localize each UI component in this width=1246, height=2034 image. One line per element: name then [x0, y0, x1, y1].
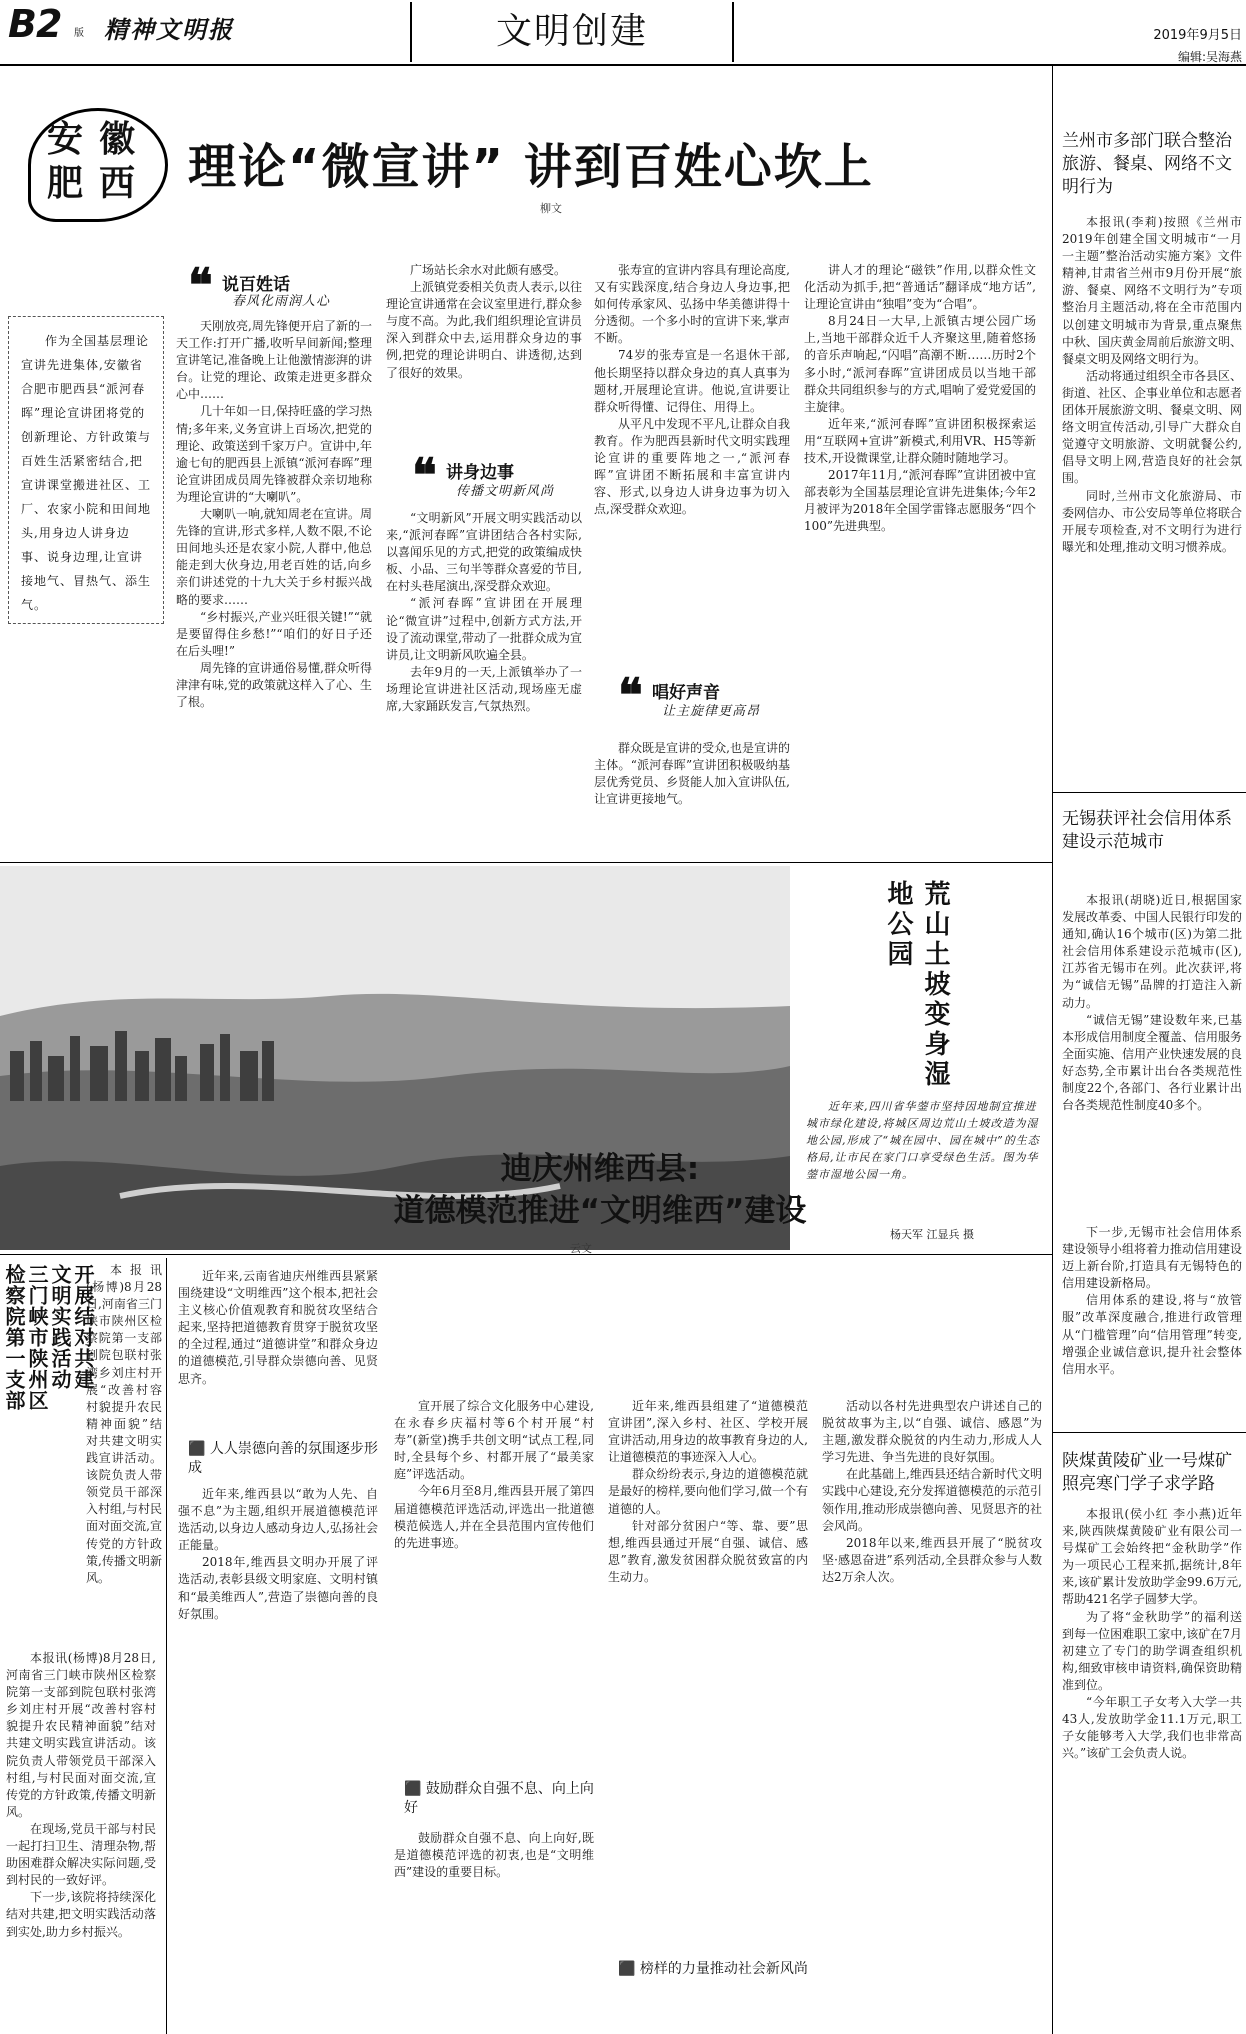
- region-char: 徽: [99, 118, 136, 160]
- main-column-1: [176, 318, 372, 858]
- diqing-headline-line2: 道德模范推进“文明维西”建设: [393, 1193, 807, 1229]
- subhead-2-tag: 传播文明新风尚: [456, 484, 555, 499]
- paragraph: 本报讯(侯小红 李小燕)近年来,陕西陕煤黄陵矿业有限公司一号煤矿工会始终把“金秋助学”作为一项民心工程来抓,据统计,8年来,该矿累计发放助学金99.6万元,帮助421名学子圆梦大学。: [1062, 1507, 1242, 1607]
- paragraph: 同时,兰州市文化旅游局、市委网信办、市公安局等单位将联合开展专项检查,对不文明行为进行曝光和处理,推动文明习惯养成。: [1062, 488, 1242, 554]
- paragraph: 2017年11月,“派河春晖”宣讲团被中宣部表彰为全国基层理论宣讲先进集体;今年2月被评为2018年全国学雷锋志愿服务“四个100”先进典型。: [804, 468, 1036, 534]
- paragraph: 2018年,维西县文明办开展了评选活动,表彰县级文明家庭、文明村镇和“最美维西人”,营造了崇德向善的良好氛围。: [178, 1555, 378, 1621]
- paragraph: 今年6月至8月,维西县开展了第四届道德模范评选活动,评选出一批道德模范候选人,并在全县范围内宣传他们的先进事迹。: [394, 1484, 594, 1550]
- paragraph: 下一步,无锡市社会信用体系建设领导小组将着力推动信用建设迈上新台阶,打造具有无锡特色的信用建设新格局。: [1062, 1225, 1242, 1291]
- paragraph: 近年来,云南省迪庆州维西县紧紧围绕建设“文明维西”这个根本,把社会主义核心价值观教育和脱贫攻坚结合起来,坚持把道德教育贯穿于脱贫攻坚的全过程,通过“道德讲堂”和群众身边的道德模范,引导群众崇德向善、见贤思齐。: [178, 1269, 378, 1386]
- paragraph: 针对部分贫困户“等、靠、要”思想,维西县通过开展“自强、诚信、感恩”教育,激发贫困群众脱贫致富的内生动力。: [608, 1518, 808, 1584]
- main-column-3b: [594, 740, 790, 858]
- paragraph: 近年来,“派河春晖”宣讲团积极探索运用“互联网+宣讲”新模式,利用VR、H5等新技术,开设微课堂,让群众随时随地学习。: [804, 416, 1036, 466]
- quote-mark-icon: ❝: [618, 668, 643, 722]
- right-story-2-title: 无锡获评社会信用体系建设示范城市: [1062, 809, 1232, 852]
- side-story-body: [6, 1650, 156, 2020]
- quote-mark-icon: ❝: [412, 448, 437, 502]
- section-rule: [1052, 1432, 1246, 1433]
- issue-date: 2019年9月5日: [1153, 28, 1242, 43]
- header-rule: [0, 64, 1246, 66]
- diqing-column-2b: [394, 1830, 594, 2026]
- diqing-subhead-1: [188, 1440, 378, 1478]
- subhead-text: 榜样的力量推动社会新风尚: [639, 1961, 808, 1977]
- paragraph: “今年职工子女考入大学一共43人,发放助学金11.1万元,职工子女能够考入大学,我们也非常高兴。”该矿工会负责人说。: [1062, 1695, 1242, 1761]
- side-title-line: 检察院第一支部: [2, 1264, 26, 1411]
- column-divider: [1052, 66, 1053, 2034]
- diqing-column-3a: [608, 1398, 808, 1908]
- right-story-1-body: [1062, 214, 1242, 734]
- paragraph: 从平凡中发现不平凡,让群众自我教育。作为肥西县新时代文明实践理论宣讲的重要阵地之一,“派河春晖”宣讲团不断拓展和丰富宣讲内容、形式,以身边人讲身边事为切入点,深受群众欢迎。: [594, 416, 790, 517]
- paragraph: “文明新风”开展文明实践活动以来,“派河春晖”宣讲团结合各村实际,以喜闻乐见的方式,把党的政策编成快板、小品、三句半等群众喜爱的节目,在村头巷尾演出,深受群众欢迎。: [386, 511, 582, 594]
- diqing-subhead-2: [404, 1780, 594, 1818]
- region-badge: [28, 108, 168, 222]
- diqing-headline-line1: 迪庆州维西县:: [500, 1151, 700, 1187]
- right-story-3-title: 陕煤黄陵矿业一号煤矿照亮寒门学子求学路: [1062, 1451, 1232, 1494]
- region-char: 西: [99, 162, 136, 204]
- diqing-headline: [320, 1148, 880, 1232]
- page-suffix: 版: [74, 28, 84, 39]
- subhead-1: 说百姓话: [222, 275, 290, 295]
- section-rule: [0, 1254, 1052, 1255]
- side-title-line: 开展结对共建: [71, 1264, 95, 1390]
- section-title: 文明创建: [410, 2, 734, 62]
- diqing-byline: 云文: [570, 1242, 592, 1255]
- subhead-icon: ⬛: [404, 1781, 422, 1797]
- quote-mark-icon: ❝: [188, 258, 213, 312]
- paragraph: 鼓励群众自强不息、向上向好,既是道德模范评选的初衷,也是“文明维西”建设的重要目标。: [394, 1831, 594, 1880]
- diqing-column-1b: [178, 1486, 378, 2026]
- paragraph: 信用体系的建设,将与“放管服”改革深度融合,推进行政管理从“门槛管理”向“信用管理”转变,增强企业诚信意识,提升社会整体信用水平。: [1062, 1293, 1242, 1376]
- region-char: 肥: [47, 162, 84, 204]
- page-number: B2: [8, 2, 62, 46]
- right-story-3-body: [1062, 1506, 1242, 2026]
- paragraph: “诚信无锡”建设数年来,已基本形成信用制度全覆盖、信用服务全面实施、信用产业快速发展的良好态势,全市累计出台各类规范性制度22个,各部门、各行业累计出台各类规范性制度40多个。: [1062, 1012, 1242, 1113]
- paragraph: 下一步,该院将持续深化结对共建,把文明实践活动落到实处,助力乡村振兴。: [6, 1890, 156, 1939]
- section-rule: [0, 862, 1052, 863]
- paragraph: 上派镇党委相关负责人表示,以往理论宣讲通常在会议室里进行,群众参与度不高。为此,我们组织理论宣讲员深入到群众中去,运用群众身边的事例,把党的理论讲明白、讲透彻,达到了很好的效果。: [386, 280, 582, 380]
- photo-caption: 近年来,四川省华蓥市坚持因地制宜推进城市绿化建设,将城区周边荒山土坡改造为湿地公园,形成了“城在园中、园在城中”的生态格局,让市民在家门口享受绿色生活。图为华蓥市湿地公园一角。: [806, 1100, 1040, 1181]
- subhead-2: 讲身边事: [446, 463, 514, 483]
- paragraph: 近年来,维西县以“敢为人先、自强不息”为主题,组织开展道德模范评选活动,以身边人感动身边人,弘扬社会正能量。: [178, 1487, 378, 1553]
- side-title-line: 文明实践活动: [48, 1264, 72, 1390]
- paragraph: 宣开展了综合文化服务中心建设,在永春乡庆福村等6个村开展“村寿”(新堂)携手共创文明“试点工程,同时,全县每个乡、村都开展了“最美家庭”评选活动。: [394, 1399, 594, 1482]
- paragraph: 群众纷纷表示,身边的道德模范就是最好的榜样,要向他们学习,做一个有道德的人。: [608, 1467, 808, 1516]
- paragraph: 近年来,维西县组建了“道德模范宣讲团”,深入乡村、社区、学校开展宣讲活动,用身边的故事教育身边的人,让道德模范的事迹深入人心。: [608, 1399, 808, 1465]
- paragraph: 本报讯(胡晓)近日,根据国家发展改革委、中国人民银行印发的通知,确认16个城市(区)为第二批社会信用体系建设示范城市(区),江苏省无锡市在列。此次获评,将为“诚信无锡”品牌的打造注入新动力。: [1062, 893, 1242, 1010]
- paragraph: 广场站长余水对此颇有感受。: [410, 263, 567, 277]
- paragraph: 在此基础上,维西县还结合新时代文明实践中心建设,充分发挥道德模范的示范引领作用,推动形成崇德向善、见贤思齐的社会风尚。: [822, 1467, 1042, 1533]
- paragraph: 张寿宣的宣讲内容具有理论高度,又有实践深度,结合身边人身边事,把如何传承家风、弘扬中华美德讲得十分透彻。一个多小时的宣讲下来,掌声不断。: [594, 263, 790, 346]
- diqing-column-2a: [394, 1398, 594, 1728]
- region-char: 安: [47, 118, 84, 160]
- paragraph: 2018年以来,维西县开展了“脱贫攻坚·感恩奋进”系列活动,全县群众参与人数达2万余人次。: [822, 1535, 1042, 1584]
- photo-story-title: 荒山土坡变身湿地公园: [883, 880, 950, 1090]
- paragraph: 74岁的张寿宣是一名退休干部,他长期坚持以群众身边的真人真事为题材,开展理论宣讲。他说,宣讲要让群众听得懂、记得住、用得上。: [594, 348, 790, 414]
- paragraph: 本报讯(杨博)8月28日,河南省三门峡市陕州区检察院第一支部到院包联村张湾乡刘庄村开展“改善村容村貌提升农民精神面貌”结对共建文明实践宣讲活动。该院负责人带领党员干部深入村组,与村民面对面交流,宣传党的方针政策,传播文明新风。: [86, 1263, 162, 1585]
- subhead-text: 鼓励群众自强不息、向上向好: [404, 1781, 594, 1816]
- main-byline: 柳文: [540, 202, 562, 215]
- subhead-text: 人人崇德向善的氛围逐步形成: [188, 1441, 378, 1476]
- photo-credit: 杨天军 江显兵 摄: [890, 1228, 974, 1241]
- diqing-column-1a: [178, 1268, 378, 1388]
- paragraph: 活动以各村先进典型农户讲述自己的脱贫故事为主,以“自强、诚信、感恩”为主题,激发群众脱贫的内生动力,形成人人学习先进、争当先进的良好氛围。: [822, 1399, 1042, 1465]
- column-divider: [166, 1258, 167, 2034]
- subhead-1-tag: 春风化雨润人心: [232, 294, 331, 309]
- main-column-2b: [386, 510, 582, 858]
- right-story-2-body-a: [1062, 892, 1242, 1222]
- paragraph: 为了将“金秋助学”的福利送到每一位困难职工家中,该矿在7月初建立了专门的助学调查组织机构,细致审核申请资料,确保资助精准到位。: [1062, 1609, 1242, 1692]
- paragraph: “派河春晖”宣讲团在开展理论“微宣讲”过程中,创新方式方法,开设了流动课堂,带动了一批群众成为宣讲员,让文明新风吹遍全县。: [386, 596, 582, 662]
- right-story-2-body-b: [1062, 1224, 1242, 1424]
- paragraph: 8月24日一大早,上派镇古埂公园广场上,当地干部群众近千人齐聚这里,随着悠扬的音乐声响起,“闪唱”高潮不断……历时2个多小时,“派河春晖”宣讲团成员以当地干部群众共同组织参与的方式,唱响了爱党爱国的主旋律。: [804, 314, 1036, 414]
- paragraph: 群众既是宣讲的受众,也是宣讲的主体。“派河春晖”宣讲团积极吸纳基层优秀党员、乡贤能人加入宣讲队伍,让宣讲更接地气。: [594, 741, 790, 807]
- side-title-line: 三门峡市陕州区: [25, 1264, 49, 1411]
- subhead-3-tag: 让主旋律更高昂: [662, 704, 761, 719]
- main-headline: 理论“微宣讲” 讲到百姓心坎上: [188, 139, 874, 195]
- subhead-icon: ⬛: [188, 1441, 206, 1457]
- main-column-4: [804, 262, 1036, 858]
- diqing-subhead-3: [618, 1960, 808, 1979]
- paragraph: 周先锋的宣讲通俗易懂,群众听得津津有味,党的政策就这样入了心、生了根。: [176, 660, 372, 710]
- side-story-lead: [86, 1262, 162, 1642]
- paragraph: 活动将通过组织全市各县区、街道、社区、企事业单位和志愿者团体开展旅游文明、餐桌文明、网络文明宣传活动,引导广大群众自觉遵守文明旅游、文明就餐公约,倡导文明上网,营造良好的社会氛围。: [1062, 368, 1242, 486]
- side-story-title: [2, 1264, 94, 1644]
- paragraph: 讲人才的理论“磁铁”作用,以群众性文化活动为抓手,把“普通话”翻译成“地方话”,让理论宣讲由“独唱”变为“合唱”。: [804, 263, 1036, 312]
- main-column-3a: [594, 262, 790, 662]
- diqing-column-4: [822, 1398, 1042, 2026]
- paragraph: 大喇叭一响,就知周老在宣讲。周先锋的宣讲,形式多样,人数不限,不论田间地头还是农家小院,人群中,他总能走到大伙身边,用老百姓的话,向乡亲们讲述党的十九大关于乡村振兴战略的要求……: [176, 507, 372, 607]
- newspaper-name: 精神文明报: [104, 15, 234, 44]
- intro-box: 作为全国基层理论宣讲先进集体,安徽省合肥市肥西县“派河春晖”理论宣讲团将党的创新理论、方针政策与百姓生活紧密结合,把宣讲课堂搬进社区、工厂、农家小院和田间地头,用身边人讲身边事、说身边理,让宣讲接地气、冒热气、添生气。: [8, 316, 164, 624]
- paragraph: 本报讯(杨博)8月28日,河南省三门峡市陕州区检察院第一支部到院包联村张湾乡刘庄村开展“改善村容村貌提升农民精神面貌”结对共建文明实践宣讲活动。该院负责人带领党员干部深入村组,与村民面对面交流,宣传党的方针政策,传播文明新风。: [6, 1651, 156, 1819]
- paragraph: 去年9月的一天,上派镇举办了一场理论宣讲进社区活动,现场座无虚席,大家踊跃发言,气氛热烈。: [386, 664, 582, 714]
- subhead-3: 唱好声音: [652, 683, 720, 703]
- paragraph: 几十年如一日,保持旺盛的学习热情;多年来,义务宣讲上百场次,把党的理论、政策送到千家万户。宣讲中,年逾七旬的肥西县上派镇“派河春晖”理论宣讲团成员周先锋被群众亲切地称为理论宣讲的“大喇叭”。: [176, 404, 372, 504]
- paragraph: “乡村振兴,产业兴旺很关键!”“就是要留得住乡愁!”“咱们的好日子还在后头哩!”: [176, 609, 372, 658]
- paragraph: 天刚放亮,周先锋便开启了新的一天工作:打开广播,收听早间新闻;整理宣讲笔记,准备晚上让他激情澎湃的讲台。让党的理论、政策走进更多群众心中……: [176, 319, 372, 402]
- right-story-1-title: 兰州市多部门联合整治旅游、餐桌、网络不文明行为: [1062, 131, 1232, 197]
- editor-credit: 编辑:吴海燕: [1177, 50, 1242, 64]
- main-column-2a: [386, 262, 582, 442]
- section-rule: [1052, 792, 1246, 793]
- paragraph: 在现场,党员干部与村民一起打扫卫生、清理杂物,帮助困难群众解决实际问题,受到村民的一致好评。: [6, 1821, 156, 1888]
- paragraph: 本报讯(李莉)按照《兰州市2019年创建全国文明城市“一月一主题”整治活动实施方案》文件精神,甘肃省兰州市9月份开展“旅游、餐桌、网络不文明行为”专项整治月主题活动,将在全市范围内以创建文明城市为背景,重点聚焦中秋、国庆黄金周前后旅游文明、餐桌文明及网络文明行为。: [1062, 215, 1242, 366]
- subhead-icon: ⬛: [618, 1961, 636, 1977]
